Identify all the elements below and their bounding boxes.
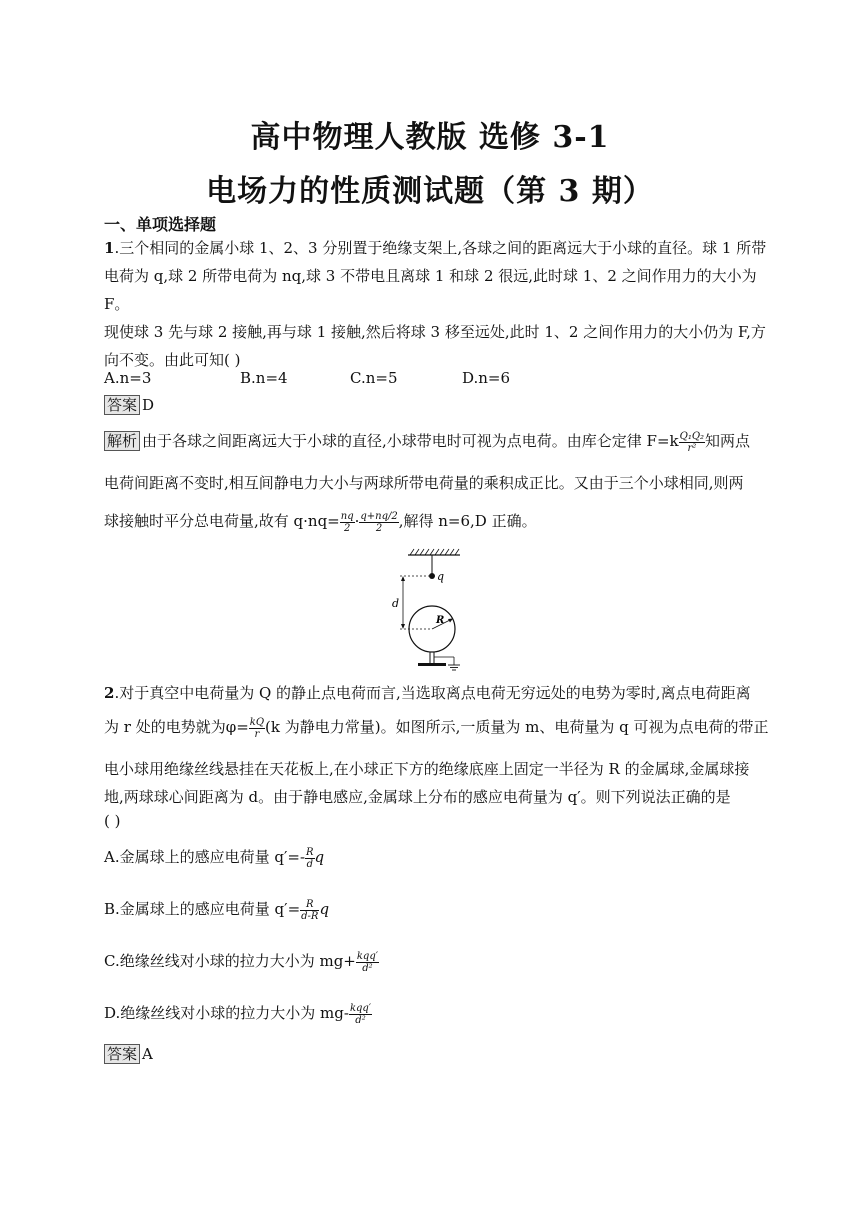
q1-line-3: 现使球 3 先与球 2 接触,再与球 1 接触,然后将球 3 移至远处,此时 1、2 之间作用力的大小仍为 F,方 [104, 323, 766, 341]
q1-line-2: 电荷为 q,球 2 所带电荷为 nq,球 3 不带电且离球 1 和球 2 很远,此时球 1、2 之间作用力的大小为 F。 [104, 267, 757, 313]
q1-answer [104, 395, 154, 415]
label-q: q [437, 570, 445, 583]
q2-option-c: C.绝缘丝线对小球的拉力大小为 mg+ $\frac{\text{kqq′}}{\text{d²}}$ [104, 950, 379, 974]
q2-line-1: 2.对于真空中电荷量为 Q 的静止点电荷而言,当选取离点电荷无穷远处的电势为零时,离点电荷距离 [104, 684, 751, 702]
q2-option-b: B.金属球上的感应电荷量 q′= $\frac{R}{d-R}$ q [104, 898, 330, 922]
section-heading: 一、单项选择题 [104, 215, 217, 234]
potential-fraction: $\frac{kQ}{r}$ [249, 716, 265, 740]
q1-option-a: A.n=3 [104, 369, 152, 387]
question-1 [104, 234, 780, 374]
q2-option-a: A.金属球上的感应电荷量 q′=- $\frac{R}{d}$ q [104, 846, 325, 870]
title-line-1: 高中物理人教版 选修 3-1 [250, 120, 610, 155]
q1-analysis-line-3: 球接触时平分总电荷量,故有 q·nq= $\frac{nq}{2}$ · $\frac{q+nq/2}{2}$ ,解得 n=6,D 正确。 [104, 510, 537, 534]
q1-analysis-line-1: 解析 由于各球之间距离远大于小球的直径,小球带电时可视为点电荷。由库仑定律 F=k $\frac{\text{Q₁Q₂}}{\text{r²}}$ 知两点 [104, 430, 780, 454]
label-d: d [392, 597, 400, 610]
q1-line-4: 向不变。由此可知( ) [104, 351, 241, 369]
q1-line-1: 1.三个相同的金属小球 1、2、3 分别置于绝缘支架上,各球之间的距离远大于小球的直径。球 1 所带 [104, 239, 767, 257]
q2-option-d: D.绝缘丝线对小球的拉力大小为 mg- $\frac{\text{kqq′}}{\text{d²}}$ [104, 1002, 372, 1026]
title-line-2: 电场力的性质测试题（第 3 期） [206, 174, 654, 209]
charge-fraction-1: $\frac{nq}{2}$ [340, 510, 354, 534]
q2-answer [104, 1044, 153, 1064]
stand-base [418, 663, 446, 666]
answer-tag: 答案 [104, 1044, 140, 1064]
q1-option-c: C.n=5 [350, 369, 398, 387]
q1-number: 1 [104, 239, 115, 257]
label-R: R [436, 615, 445, 626]
q1-option-b: B.n=4 [240, 369, 288, 387]
charge-fraction-2: $\frac{q+nq/2}{2}$ [360, 510, 398, 534]
physics-figure [380, 545, 480, 675]
q2-line-2: 为 r 处的电势就为φ= $\frac{kQ}{r}$ (k 为静电力常量)。如图所示,一质量为 m、电荷量为 q 可视为点电荷的带正 [104, 716, 769, 740]
coulomb-fraction: $\frac{\text{Q₁Q₂}}{\text{r²}}$ [679, 430, 705, 454]
analysis-tag: 解析 [104, 431, 140, 451]
small-charged-ball [429, 573, 435, 579]
q2-line-5: ( ) [104, 812, 121, 830]
q1-analysis-line-2: 电荷间距离不变时,相互间静电力大小与两球所带电荷量的乘积成正比。又由于三个小球相同,则两 [104, 474, 744, 492]
q2-line-3: 电小球用绝缘丝线悬挂在天花板上,在小球正下方的绝缘底座上固定一半径为 R 的金属球,金属球接 [104, 760, 750, 778]
q1-option-d: D.n=6 [462, 369, 511, 387]
ceiling-hatch [410, 549, 459, 555]
q2-number: 2 [104, 684, 115, 702]
q2-line-4: 地,两球球心间距离为 d。由于静电感应,金属球上分布的感应电荷量为 q′。则下列说法正确的是 [104, 788, 731, 806]
q2-answer-value: A [142, 1045, 153, 1063]
answer-tag: 答案 [104, 395, 140, 415]
q1-answer-value: D [142, 396, 155, 414]
